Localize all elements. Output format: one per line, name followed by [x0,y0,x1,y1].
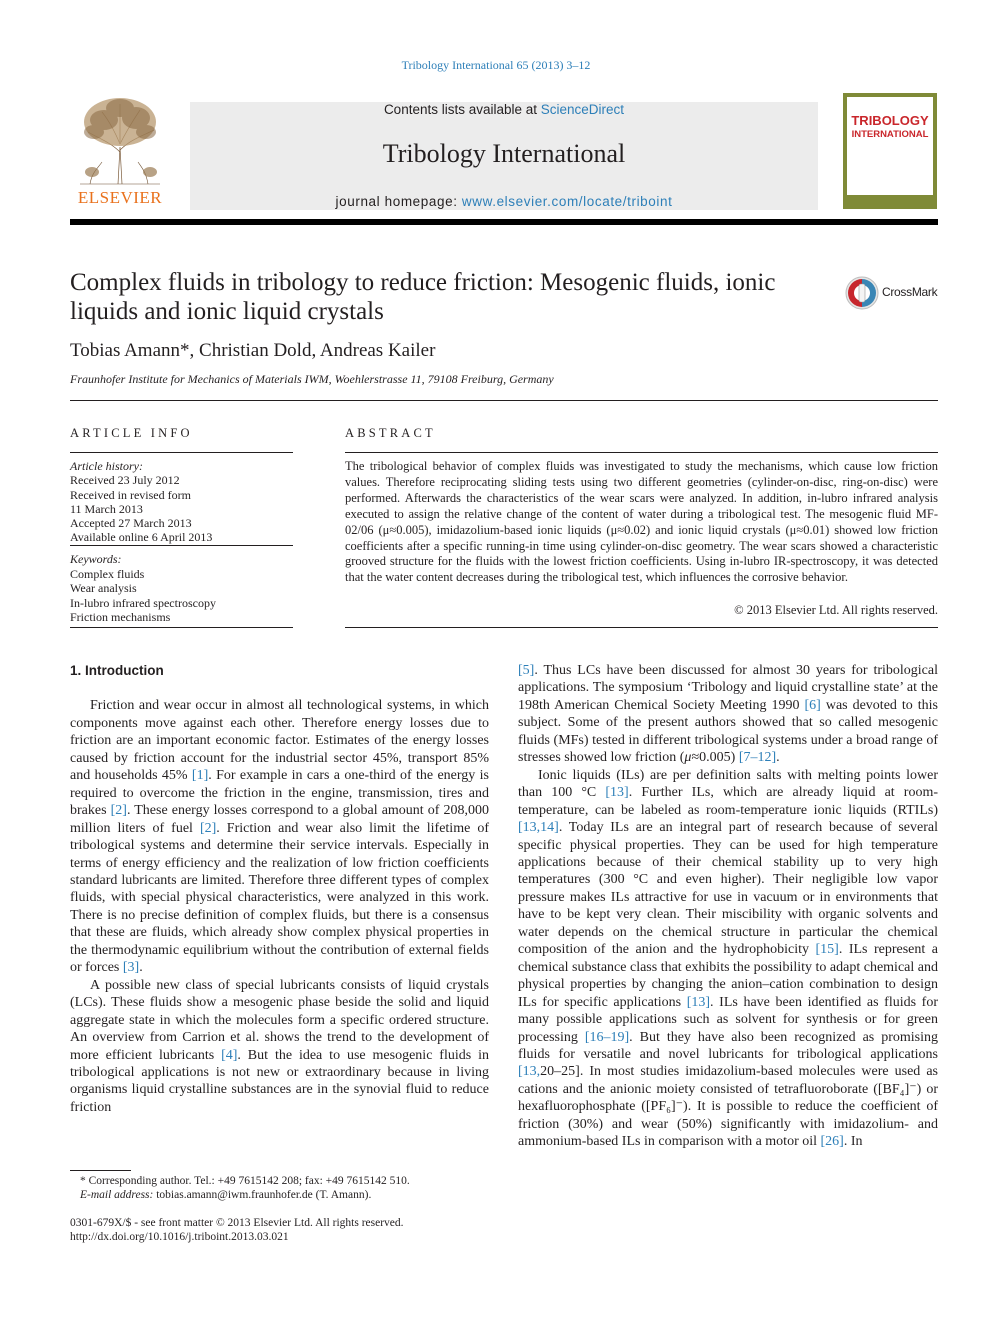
cover-inner [847,97,933,195]
text-run: was devoted to this subject. Some of the present authors showed that so called mesogenic fluids (MFs) tested in different tribological systems under a broad range of stresses showed low friction ( [518,697,938,766]
paragraph [518,662,938,767]
text-run: 20–25]. In most studies imidazolium-based molecules were used as cations and the anionic moiety consisted of tetrafluoroborate ([BF₄]⁻) or hexafluorophosphate ([PF₆]⁻). It is possible to reduce the coefficient of friction (30%) and wear (50%) significantly with imidazolium- and ammonium-based ILs in comparison with a motor oil [518,1064,938,1150]
keywords-block [70,552,293,625]
citation-link[interactable]: [13] [605,785,629,801]
citation-link[interactable]: [13, [518,1064,541,1080]
cover-title-line-2: INTERNATIONAL [851,129,929,140]
email-label: E-mail address: [80,1189,157,1201]
history-item: 11 March 2013 [70,501,143,516]
section-heading: 1. Introduction [70,663,164,678]
italic-symbol: μ [684,750,692,766]
text-run: . These energy losses correspond to a global amount of 208,000 million liters of fuel [70,803,489,836]
front-matter [70,1216,490,1244]
email-address[interactable]: tobias.amann@iwm.fraunhofer.de (T. Amann). [156,1189,372,1201]
cover-title-line-1: TRIBOLOGY [851,113,929,128]
citation-link[interactable]: [26] [820,1134,844,1150]
journal-cover-thumbnail[interactable] [843,93,937,209]
journal-masthead [190,102,818,210]
article-title: Complex fluids in tribology to reduce friction: Mesogenic fluids, ionic liquids and ionic liquid crystals [70,269,776,325]
body-column-right [518,662,938,1151]
citation-link[interactable]: [3] [122,960,140,976]
article-history [70,459,293,545]
history-item: Available online 6 April 2013 [70,530,213,545]
keyword-item: Wear analysis [70,581,137,595]
footnote-rule [70,1170,131,1171]
citation-link[interactable]: [16–19] [584,1029,630,1045]
footnote [70,1174,490,1202]
keywords-label: Keywords: [70,552,122,566]
text-run: . ILs represent a chemical substance class that exhibits the possibility to adapt chemical and physical properties by changing the anion–cation combination to design ILs for specific applications [518,942,939,1010]
history-label: Article history: [70,459,143,473]
text-run: . But the idea to use mesogenic fluids in tribological applications is not new or extraordinary because in living organisms liquid crystalline substances are in the synovial fluid to reduce friction [70,1047,489,1115]
crossmark-label: CrossMark [882,285,938,299]
text-run: . For example in cars a one-third of the energy is required to overcome the friction in the engine, transmission, tires and brakes [70,768,489,819]
email-line [70,1188,490,1202]
doi-link[interactable]: http://dx.doi.org/10.1016/j.triboint.2013.03.021 [70,1231,289,1243]
history-item: Accepted 27 March 2013 [70,516,192,531]
text-run: . ILs have been identified as fluids for many possible applications such as solvent for synthesis or for green processing [518,994,938,1045]
history-item: Received 23 July 2012 [70,473,180,488]
history-item: Received in revised form [70,487,191,502]
header-divider [70,219,938,225]
article-info-rule [70,545,293,546]
homepage-line [190,194,818,209]
coauthor-names: , Christian Dold, Andreas Kailer [189,340,436,361]
citation-link[interactable]: [2] [110,803,127,819]
copyright-notice: © 2013 Elsevier Ltd. All rights reserved. [734,603,938,617]
homepage-prefix: journal homepage: [335,194,462,209]
abstract-heading: ABSTRACT [345,426,436,440]
author-affiliation: Fraunhofer Institute for Mechanics of Materials IWM, Woehlerstrasse 11, 79108 Freiburg, Germany [70,372,554,386]
text-run: . Friction and wear also limit the lifetime of tribological systems and determine their service intervals. Especially in terms of energy efficiency and the realization of low friction coefficients standard lubricants are limited. Therefore three different types of complex fluids, with special physical characteristics, were analyzed in this work. There is no precise definition of complex fluids, but there is a consensus that these are fluids, which already show complex physical properties in the thermodynamic equilibrium without the contribution of external fields or forces [70,820,489,976]
body-column-left [70,662,489,1116]
article-info-heading: ARTICLE INFO [70,426,193,440]
corresponding-author-note: * Corresponding author. Tel.: +49 7615142 208; fax: +49 7615142 510. [80,1175,410,1187]
citation-link[interactable]: [1] [191,768,209,784]
paragraph [518,767,938,1151]
journal-reference-link[interactable]: Tribology International 65 (2013) 3–12 [401,58,591,72]
title-divider [70,400,938,401]
text-run: . [139,960,143,976]
text-run: Friction and wear occur in almost all technological systems, in which components move against each other. Therefore energy losses due to friction are an important economic factor. Estimates of the energy losses caused by friction account for the industrial sector 45%, transport 85% and households 45% [70,698,489,784]
elsevier-wordmark: ELSEVIER [77,188,163,207]
abstract-text: The tribological behavior of complex fluids was investigated to study the mechanisms, which cause low friction values. Therefore reciprocating sliding tests using two different geometries (cylinder-on-disc, ring-on-disc) were performed. Afterwards the characteristics of the wear scars were analyzed. In addition, in-lubro infrared analysis executed to assign the relative change of the content of water during a tribological test. The mesogenic fluid MF-02/06 (μ≈0.005), imidazolium-based ionic liquids (μ≈0.02) and ionic liquid crystals (μ≈0.01) showed low friction coefficients after a specific running-in time using cylinder-on-disc geometry. The wear scars showed a characteristic grooved structure for the fluids with the lowest friction coefficients. Using in-lubro IR-spectroscopy, it was detected that the water content decreases during the tribological test, which influences the corrosive behavior. [345,459,938,585]
article-info-rule [70,627,293,628]
text-run: ≈0.005) [691,750,739,766]
text-run: . Further ILs, which are already liquid at room-temperature, can be labeled as room-temperature ionic liquids (RTILs) [518,785,938,818]
elsevier-tree-icon [70,92,170,188]
text-run: . In [843,1134,863,1150]
issn-line: 0301-679X/$ - see front matter © 2013 Elsevier Ltd. All rights reserved. [70,1217,404,1229]
crossmark-icon [845,276,879,310]
sciencedirect-link[interactable]: ScienceDirect [540,102,625,117]
abstract-rule [345,452,938,453]
contents-line [190,102,818,117]
citation-link[interactable]: [13] [686,994,711,1010]
citation-link[interactable]: [5] [518,663,535,678]
paragraph [70,697,489,976]
corresponding-author-marker[interactable]: * [180,340,190,361]
contents-prefix: Contents lists available at [383,102,541,117]
journal-homepage-link[interactable]: www.elsevier.com/locate/triboint [461,194,673,209]
keyword-item: Friction mechanisms [70,610,171,624]
elsevier-logo [70,92,170,210]
text-run: . Thus LCs have been discussed for almost 30 years for tribological applications. The symposium ‘Tribology and liquid crystalline state’ at the 198th American Chemical Society Meeting 1990 [518,663,938,713]
citation-link[interactable]: [15] [815,942,839,958]
keyword-item: Complex fluids [70,566,145,581]
text-run: . But they have also been recognized as promising fluids for versatile and novel lubricants for tribological applications [518,1029,938,1062]
journal-title: Tribology International [382,139,626,168]
citation-link[interactable]: [13,14] [518,820,559,836]
citation-link[interactable]: [2] [199,820,217,836]
author-list [70,340,435,362]
citation-link[interactable]: [7–12] [738,750,777,766]
citation-link[interactable]: [6] [804,697,821,713]
author-name[interactable]: Tobias Amann [70,340,181,361]
abstract-rule [345,627,938,628]
crossmark-button[interactable] [845,276,938,310]
citation-link[interactable]: [4] [221,1047,238,1063]
text-run: . Today ILs are an integral part of research because of several specific physical properties. They can be used for high temperature applications because of their chemical stability up to very high temperatures (300 °C and even higher). Their negligible low vapor pressure makes ILs attractive for use in vacuum or in environments that have to be kept very clean. Their miscibility with organic solvents and water depends on the chemical structure in particular the chemical composition of the anion and the hydrophobicity [518,820,938,958]
text-run: . [776,750,780,766]
keyword-item: In-lubro infrared spectroscopy [70,595,216,610]
text-run: Ionic liquids (ILs) are per definition salts with melting points lower than 100 °C [518,767,938,801]
article-info-rule [70,452,293,453]
paragraph [70,977,489,1117]
text-run: A possible new class of special lubricants consists of liquid crystals (LCs). These fluids show a mesogenic phase beside the solid and liquid aggregate state in which the molecules form a specific ordered structure. An overview from Carrion et al. shows the trend to the development of more efficient lubricants [70,977,489,1063]
